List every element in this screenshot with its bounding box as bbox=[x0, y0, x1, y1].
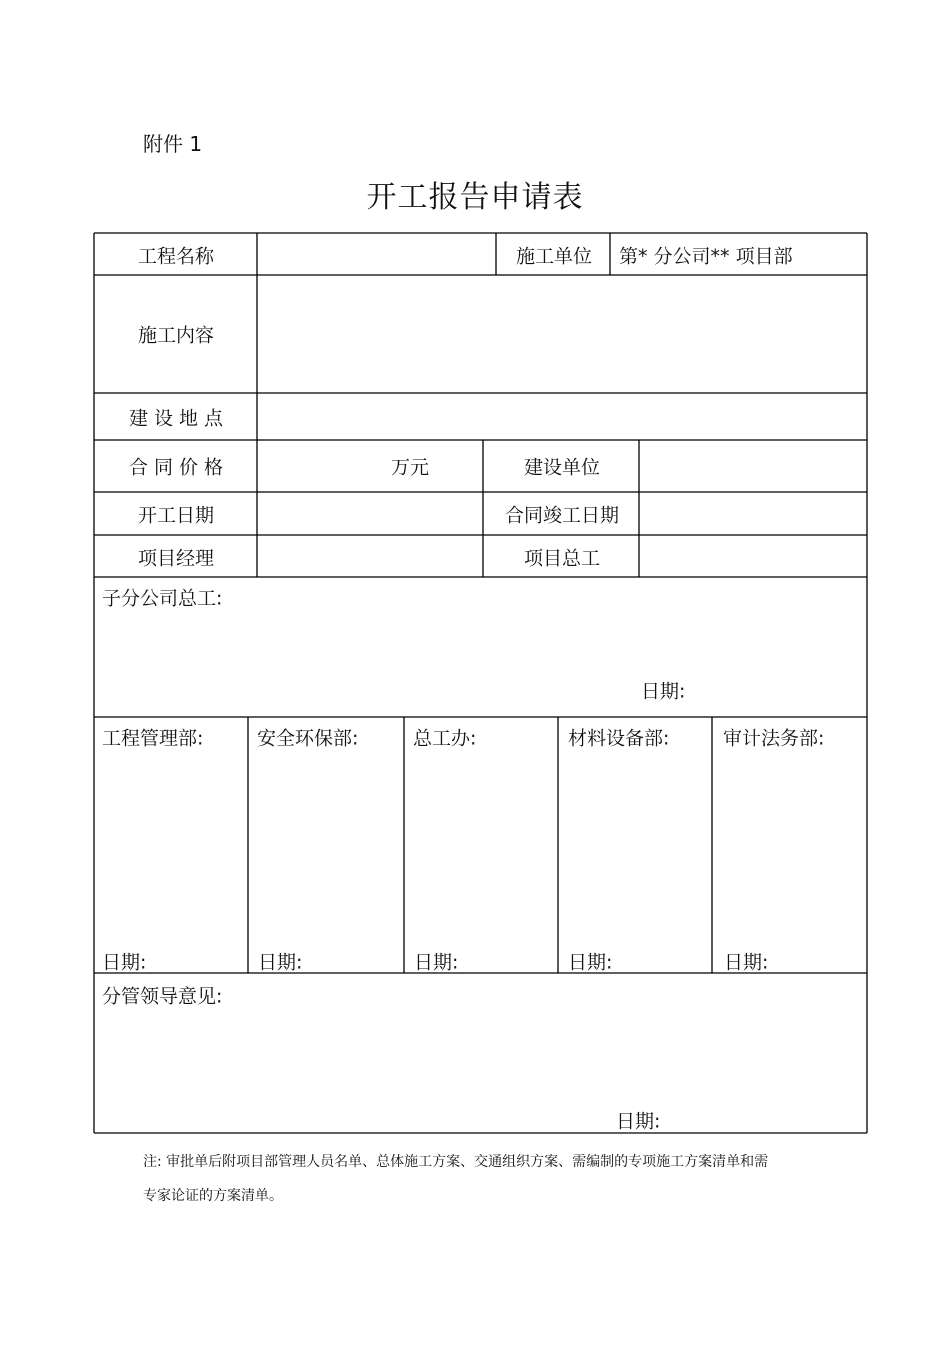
construction-content-field[interactable] bbox=[259, 277, 865, 391]
dept-engineering-label: 工程管理部: bbox=[102, 727, 204, 750]
contract-completion-field[interactable] bbox=[641, 494, 865, 533]
start-date-field[interactable] bbox=[259, 494, 481, 533]
project-manager-field[interactable] bbox=[259, 537, 481, 575]
construction-unit-label: 施工单位 bbox=[515, 245, 593, 268]
chief-engineer-label: 项目总工 bbox=[523, 547, 601, 570]
project-name-field[interactable] bbox=[259, 235, 494, 273]
chief-engineer-field[interactable] bbox=[641, 537, 865, 575]
price-unit-label: 万元 bbox=[390, 456, 430, 479]
dept-audit-date-label: 日期: bbox=[724, 951, 769, 974]
leader-opinion-date-label: 日期: bbox=[616, 1110, 661, 1133]
contract-price-label: 合 同 价 格 bbox=[128, 456, 224, 479]
form-title: 开工报告申请表 bbox=[366, 180, 584, 215]
note-line-1: 注: 审批单后附项目部管理人员名单、总体施工方案、交通组织方案、需编制的专项施工方案清单和需 bbox=[143, 1154, 769, 1170]
dept-safety-date-label: 日期: bbox=[258, 951, 303, 974]
sub-chief-label: 子分公司总工: bbox=[102, 587, 223, 610]
dept-engineering-date-label: 日期: bbox=[102, 951, 147, 974]
contract-completion-label: 合同竣工日期 bbox=[504, 504, 620, 527]
site-label: 建 设 地 点 bbox=[128, 407, 224, 430]
dept-safety-label: 安全环保部: bbox=[257, 727, 359, 750]
dept-chief-office-label: 总工办: bbox=[413, 727, 477, 750]
sub-chief-date-label: 日期: bbox=[641, 680, 686, 703]
attachment-label: 附件 1 bbox=[143, 132, 203, 156]
project-manager-label: 项目经理 bbox=[137, 547, 215, 570]
dept-audit-label: 审计法务部: bbox=[723, 727, 825, 750]
dept-materials-date-label: 日期: bbox=[568, 951, 613, 974]
construction-content-label: 施工内容 bbox=[137, 324, 215, 347]
construction-unit-value: 第* 分公司** 项目部 bbox=[619, 245, 793, 268]
site-field[interactable] bbox=[259, 395, 865, 438]
leader-opinion-label: 分管领导意见: bbox=[102, 985, 223, 1008]
note-line-2: 专家论证的方案清单。 bbox=[143, 1188, 283, 1204]
dept-chief-office-date-label: 日期: bbox=[414, 951, 459, 974]
start-date-label: 开工日期 bbox=[137, 504, 215, 527]
owner-unit-label: 建设单位 bbox=[523, 456, 601, 479]
owner-unit-field[interactable] bbox=[641, 442, 865, 490]
dept-materials-label: 材料设备部: bbox=[568, 727, 670, 750]
project-name-label: 工程名称 bbox=[137, 245, 215, 268]
